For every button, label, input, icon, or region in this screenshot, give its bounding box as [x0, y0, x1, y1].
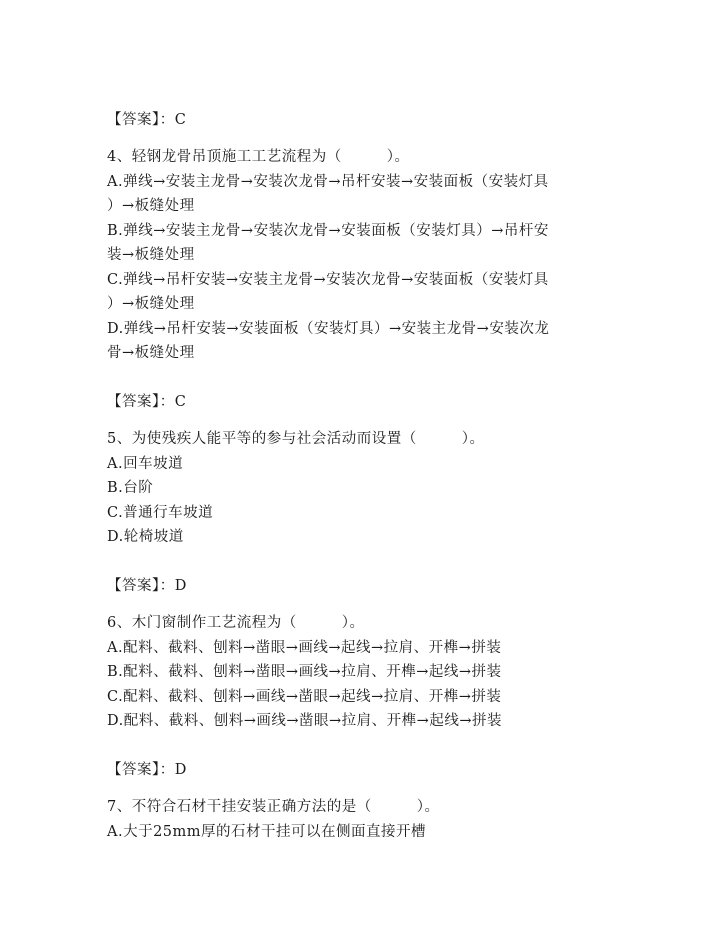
question-5: 5、为使残疾人能平等的参与社会活动而设置（ ）。: [107, 431, 485, 447]
question-4-line-1: A.弹线→安装主龙骨→安装次龙骨→吊杆安装→安装面板（安装灯具: [107, 174, 549, 190]
question-4-line-3: B.弹线→安装主龙骨→安装次龙骨→安装面板（安装灯具）→吊杆安: [107, 223, 549, 239]
question-4-line-2: ）→板缝处理: [107, 198, 195, 214]
answer-line: 【答案】：C: [107, 112, 187, 128]
question-6-option-b: B.配料、截料、刨料→凿眼→画线→拉肩、开榫→起线→拼装: [107, 664, 502, 680]
question-6-option-d: D.配料、截料、刨料→画线→凿眼→拉肩、开榫→起线→拼装: [107, 713, 502, 729]
question-7: 7、不符合石材干挂安装正确方法的是（ ）。: [107, 799, 440, 815]
question-5-option-b: B.台阶: [107, 480, 154, 496]
answer-line: 【答案】：D: [107, 578, 187, 594]
question-4-line-5: C.弹线→吊杆安装→安装主龙骨→安装次龙骨→安装面板（安装灯具: [107, 272, 549, 288]
question-6: 6、木门窗制作工艺流程为（ ）。: [107, 615, 365, 631]
question-5-option-a: A.回车坡道: [107, 456, 184, 472]
question-6-option-c: C.配料、截料、刨料→画线→凿眼→起线→拉肩、开榫→拼装: [107, 689, 502, 705]
question-4-line-8: 骨→板缝处理: [107, 345, 195, 361]
question-5-option-c: C.普通行车坡道: [107, 505, 214, 521]
question-4-line-7: D.弹线→吊杆安装→安装面板（安装灯具）→安装主龙骨→安装次龙: [107, 321, 550, 337]
answer-line: 【答案】：C: [107, 394, 187, 410]
question-4-line-6: ）→板缝处理: [107, 296, 195, 312]
question-5-option-d: D.轮椅坡道: [107, 529, 184, 545]
question-7-option-a: A.大于25mm厚的石材干挂可以在侧面直接开槽: [107, 824, 427, 840]
question-4-line-4: 装→板缝处理: [107, 247, 195, 263]
answer-line: 【答案】：D: [107, 762, 187, 778]
question-4: 4、轻钢龙骨吊顶施工工艺流程为（ ）。: [107, 149, 410, 165]
question-6-option-a: A.配料、截料、刨料→凿眼→画线→起线→拉肩、开榫→拼装: [107, 640, 502, 656]
